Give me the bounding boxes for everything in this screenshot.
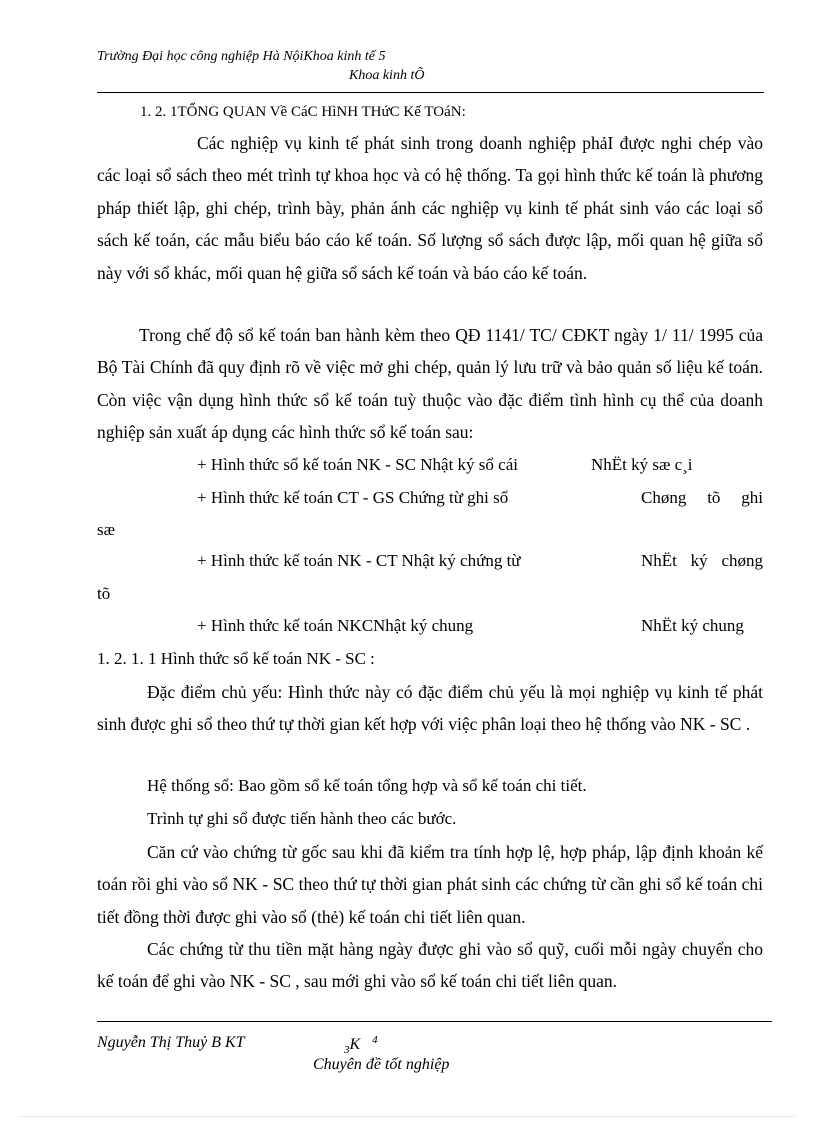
footer-line-2: Chuyên đề tốt nghiệp <box>313 1056 450 1073</box>
footer-sup-4: 4 <box>372 1034 378 1046</box>
form-item-3-alt: NhËt ký chøng <box>641 551 763 570</box>
footer-k: K <box>349 1036 361 1053</box>
footer-rule <box>97 1021 772 1022</box>
form-item-3-text: + Hình thức kế toán NK - CT Nhật ký chứng từ <box>197 551 521 570</box>
footer-class-code <box>344 1034 378 1056</box>
form-item-3-wrap: tõ <box>97 584 111 603</box>
header-line-2: Khoa kinh tÕ <box>349 68 425 83</box>
footer-sub-3: 3 <box>344 1044 350 1056</box>
sub-paragraph-3: Trình tự ghi sổ được tiến hành theo các bước. <box>147 809 457 828</box>
section-title: 1. 2. 1TỔNG QUAN Về CáC HìNH THứC Kế TOáN: <box>140 104 466 120</box>
header-line-1: Trường Đại học công nghiệp Hà NộiKhoa kinh tế 5 <box>97 49 386 64</box>
form-item-2-alt: Chøng tõ ghi <box>641 488 763 507</box>
form-item-2-text: + Hình thức kế toán CT - GS Chứng từ ghi sổ <box>197 488 509 507</box>
form-item-4-alt: NhËt ký chung <box>641 616 744 635</box>
paragraph-2: Trong chế độ sổ kế toán ban hành kèm theo QĐ 1141/ TC/ CĐKT ngày 1/ 11/ 1995 của Bộ Tài Chính đã quy định rõ về việc mở ghi chép, quản lý lưu trữ và bảo quản số liệu kế toán. Còn việc vận dụng hình thức sổ kế toán tuỳ thuộc vào đặc điểm tình hình cụ thể của doanh nghiệp sản xuất áp dụng các hình thức sổ kế toán sau: <box>97 325 763 443</box>
form-item-4-text: + Hình thức kế toán NKCNhật ký chung <box>197 616 474 635</box>
form-item-1-text: + Hình thức sổ kế toán NK - SC Nhật ký sổ cái <box>197 455 518 474</box>
sub-paragraph-5: Các chứng từ thu tiền mặt hàng ngày được ghi vào sổ quỹ, cuối mỗi ngày chuyển cho kế toán để ghi vào NK - SC , sau mới ghi vào sổ kế toán chi tiết liên quan. <box>97 939 763 992</box>
page-bottom-dotted-line <box>20 1116 796 1117</box>
sub-paragraph-1: Đặc điểm chủ yếu: Hình thức này có đặc điểm chủ yếu là mọi nghiệp vụ kinh tế phát sinh được ghi sổ theo thứ tự thời gian kết hợp với việc phân loại theo hệ thống vào NK - SC . <box>97 682 763 735</box>
subsection-title: 1. 2. 1. 1 Hình thức sổ kế toán NK - SC : <box>97 649 375 668</box>
footer-author: Nguyễn Thị Thuỷ B KT <box>97 1034 245 1051</box>
paragraph-1: Các nghiệp vụ kinh tế phát sinh trong doanh nghiệp phảI được nghi chép vào các loại sổ sách theo mét trình tự khoa học và có hệ thống. Ta gọi hình thức kế toán là phương pháp thiết lập, ghi chép, trình bày, phản ánh các nghiệp vụ kinh tế phát sinh váo các loại sổ sách kế toán, các mẫu biểu báo cáo kế toán. Số lượng sổ sách được lập, mối quan hệ giữa sổ này với sổ khác, mối quan hệ giữa sổ sách kế toán và báo cáo kế toán. <box>97 133 763 283</box>
header-rule <box>97 92 764 93</box>
form-item-2-wrap: sæ <box>97 520 115 539</box>
form-item-1-alt: NhËt ký sæ c¸i <box>591 455 693 474</box>
sub-paragraph-4: Căn cứ vào chứng từ gốc sau khi đã kiểm tra tính hợp lệ, hợp pháp, lập định khoản kế toán rồi ghi vào sổ NK - SC theo thứ tự thời gian phát sinh các chứng từ cần ghi sổ kế toán chi tiết đồng thời được ghi vào sổ (thẻ) kế toán chi tiết liên quan. <box>97 842 763 927</box>
sub-paragraph-2: Hệ thống sổ: Bao gồm sổ kế toán tổng hợp và sổ kế toán chi tiết. <box>147 776 587 795</box>
